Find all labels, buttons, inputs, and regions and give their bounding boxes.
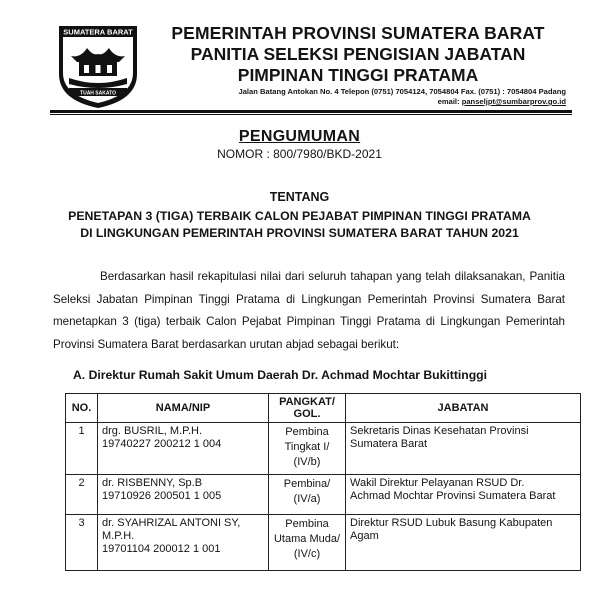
position-line: Achmad Mochtar Provinsi Sumatera Barat xyxy=(350,490,556,502)
letterhead-line-1: PEMERINTAH PROVINSI SUMATERA BARAT xyxy=(171,23,545,43)
letterhead-email-line xyxy=(150,97,566,107)
header-pangkat-line-2: GOL. xyxy=(293,408,321,420)
subject-title-line-1: PENETAPAN 3 (TIGA) TERBAIK CALON PEJABAT PIMPINAN TINGGI PRATAMA xyxy=(68,209,531,223)
header-pangkat-line-1: PANGKAT/ xyxy=(279,396,335,408)
candidate-rank xyxy=(269,423,346,475)
letterhead-address: Jalan Batang Antokan No. 4 Telepon (0751) 7054124, 7054804 Fax. (0751) : 7054804 Padang xyxy=(238,87,566,96)
rank-line: Pembina/ xyxy=(283,478,331,490)
candidate-nip: 19710926 200501 1 005 xyxy=(102,490,222,502)
candidate-name: dr. SYAHRIZAL ANTONI SY, xyxy=(102,517,241,529)
document-number: NOMOR : 800/7980/BKD-2021 xyxy=(217,147,382,161)
header-no: NO. xyxy=(66,394,98,423)
position-line: Agam xyxy=(350,530,379,542)
province-emblem-icon xyxy=(55,22,141,110)
position-line: Sekretaris Dinas Kesehatan Provinsi xyxy=(350,425,529,437)
position-line: Wakil Direktur Pelayanan RSUD Dr. xyxy=(350,477,525,489)
rank-line: Pembina xyxy=(285,426,329,438)
letterhead xyxy=(150,22,566,107)
rank-line: Utama Muda/ xyxy=(273,533,341,545)
rank-line: (IV/a) xyxy=(293,493,321,505)
candidate-name-nip xyxy=(98,423,269,475)
candidate-rank xyxy=(269,475,346,515)
candidate-position xyxy=(346,423,581,475)
candidate-nip: 19740227 200212 1 004 xyxy=(102,438,222,450)
candidate-name-nip xyxy=(98,475,269,515)
rank-line: (IV/b) xyxy=(293,456,321,468)
letterhead-rule-thin xyxy=(50,114,572,115)
candidate-name: dr. RISBENNY, Sp.B xyxy=(102,477,203,489)
position-line: Direktur RSUD Lubuk Basung Kabupaten xyxy=(350,517,553,529)
row-number: 2 xyxy=(66,475,98,515)
candidate-name: M.P.H. xyxy=(102,530,135,542)
email-link[interactable]: panseljpt@sumbarprov.go.id xyxy=(461,97,566,106)
row-number: 1 xyxy=(66,423,98,475)
candidate-name: drg. BUSRIL, M.P.H. xyxy=(102,425,203,437)
row-number: 3 xyxy=(66,515,98,571)
logo-bottom-text: TUAH SAKATO xyxy=(80,90,116,97)
subject-label: TENTANG xyxy=(269,190,330,204)
table-row xyxy=(66,515,581,571)
letterhead-rule-thick xyxy=(50,110,572,113)
document-title: PENGUMUMAN xyxy=(238,128,361,145)
subject-title xyxy=(0,208,599,242)
subject-title-line-2: DI LINGKUNGAN PEMERINTAH PROVINSI SUMATERA BARAT TAHUN 2021 xyxy=(80,226,519,240)
table-row xyxy=(66,475,581,515)
header-jabatan: JABATAN xyxy=(346,394,581,423)
header-pangkat xyxy=(269,394,346,423)
rank-line: (IV/c) xyxy=(293,548,321,560)
intro-paragraph: Berdasarkan hasil rekapitulasi nilai dari seluruh tahapan yang telah dilaksanakan, Panitia Seleksi Jabatan Pimpinan Tinggi Pratama di Lingkungan Pemerintah Provinsi Sumatera Barat menetapkan 3 (tiga) terbaik Calon Pejabat Pimpinan Tinggi Pratama di Lingkungan Pemerintah Provinsi Sumatera Barat berdasarkan urutan abjad sebagai berikut: xyxy=(53,270,565,351)
letterhead-line-3: PIMPINAN TINGGI PRATAMA xyxy=(237,65,479,85)
candidate-name-nip xyxy=(98,515,269,571)
position-line: Sumatera Barat xyxy=(350,438,428,450)
section-a-heading: A. Direktur Rumah Sakit Umum Daerah Dr. Achmad Mochtar Bukittinggi xyxy=(73,368,487,382)
candidate-nip: 19701104 200012 1 001 xyxy=(102,543,221,555)
candidate-position xyxy=(346,515,581,571)
logo-top-text: SUMATERA BARAT xyxy=(63,27,133,37)
rank-line: Tingkat I/ xyxy=(284,441,330,453)
header-nama: NAMA/NIP xyxy=(98,394,269,423)
candidate-position xyxy=(346,475,581,515)
candidates-table xyxy=(65,393,581,571)
table-header-row xyxy=(66,394,581,423)
candidate-rank xyxy=(269,515,346,571)
table-row xyxy=(66,423,581,475)
letterhead-line-2: PANITIA SELEKSI PENGISIAN JABATAN xyxy=(190,44,526,64)
email-label: email: xyxy=(437,97,462,106)
rank-line: Pembina xyxy=(285,518,329,530)
